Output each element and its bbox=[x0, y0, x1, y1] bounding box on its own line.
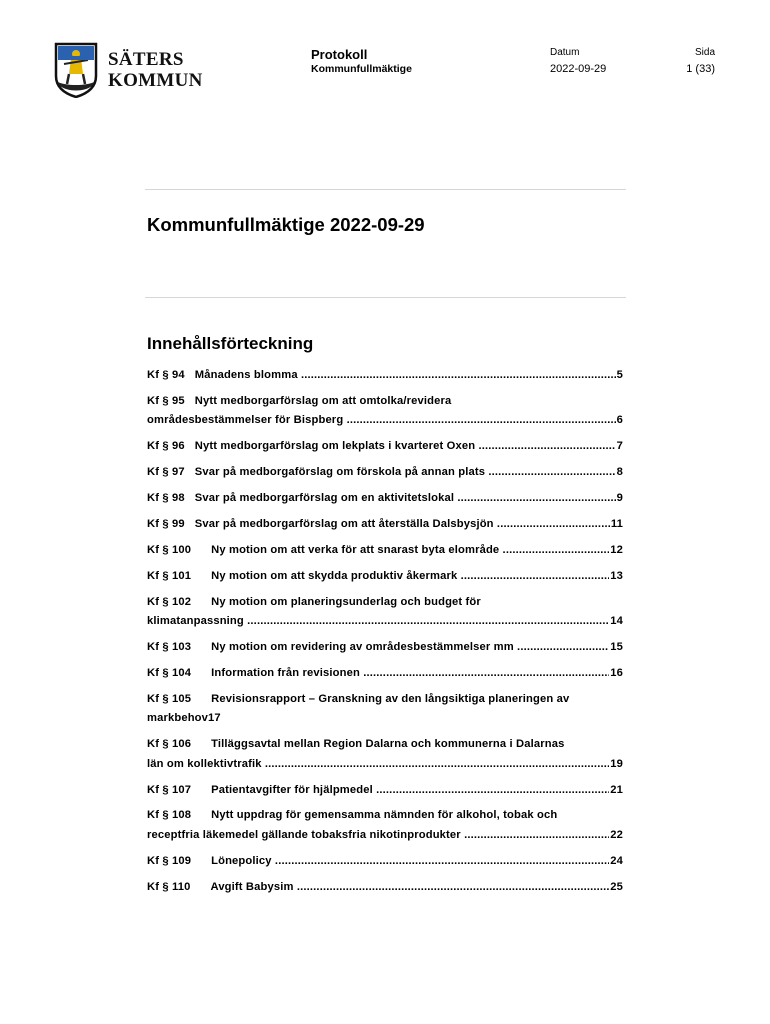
toc-entry[interactable] bbox=[147, 690, 623, 729]
toc-entry-number: Kf § 106 bbox=[147, 738, 192, 751]
toc-entry-title-cont: klimatanpassning bbox=[147, 615, 244, 628]
toc-entry-page: 25 bbox=[609, 878, 623, 898]
sida-value: 1 (33) bbox=[686, 63, 715, 75]
document-type: Protokoll bbox=[311, 47, 368, 62]
issuing-body: Kommunfullmäktige bbox=[311, 63, 412, 75]
toc-entry-title: Information från revisionen bbox=[211, 666, 360, 679]
toc-entry[interactable] bbox=[147, 541, 623, 561]
toc-entry-page: 24 bbox=[609, 852, 623, 872]
toc-entry-line2 bbox=[147, 612, 623, 632]
toc-entry-page: 7 bbox=[616, 437, 623, 457]
toc-entry-number: Kf § 96 bbox=[147, 440, 185, 453]
toc-entry-number: Kf § 100 bbox=[147, 543, 192, 556]
toc-entry-title: Ny motion om planeringsunderlag och budget för bbox=[211, 595, 481, 608]
toc-entry-page: 12 bbox=[609, 541, 623, 561]
toc-entry-number: Kf § 104 bbox=[147, 666, 192, 679]
toc-entry-title: Månadens blomma bbox=[194, 369, 298, 381]
toc-entry[interactable] bbox=[147, 593, 623, 632]
toc-entry-title: Lönepolicy bbox=[211, 854, 272, 867]
toc-entry-title: Ny motion om att verka för att snarast byta elområde bbox=[211, 543, 500, 556]
toc-entry-number: Kf § 98 bbox=[147, 492, 185, 505]
toc-entry-number: Kf § 103 bbox=[147, 641, 192, 654]
toc-entry-title: Avgift Babysim bbox=[210, 880, 294, 893]
table-of-contents bbox=[147, 366, 623, 904]
toc-entry-page: 9 bbox=[616, 489, 623, 509]
toc-entry[interactable] bbox=[147, 852, 623, 872]
toc-heading: Innehållsförteckning bbox=[147, 334, 314, 353]
toc-entry-number: Kf § 97 bbox=[147, 466, 185, 479]
toc-entry-number: Kf § 107 bbox=[147, 783, 192, 796]
toc-entry-number: Kf § 95 bbox=[147, 394, 185, 407]
toc-entry-page: 22 bbox=[609, 826, 623, 846]
sida-label: Sida bbox=[694, 47, 715, 58]
toc-entry-page: 16 bbox=[609, 664, 623, 684]
toc-entry[interactable] bbox=[147, 781, 623, 801]
toc-entry[interactable] bbox=[147, 489, 623, 509]
toc-entry-page: 17 bbox=[208, 712, 221, 725]
toc-entry-title: Patientavgifter för hjälpmedel bbox=[211, 783, 373, 796]
toc-entry-number: Kf § 108 bbox=[147, 809, 192, 822]
divider-bottom bbox=[145, 297, 626, 298]
toc-entry-number: Kf § 109 bbox=[147, 854, 192, 867]
toc-entry-title-cont: receptfria läkemedel gällande tobaksfria nikotinprodukter bbox=[147, 828, 461, 841]
toc-entry-number: Kf § 94 bbox=[147, 369, 185, 381]
logo-text-line2: KOMMUN bbox=[108, 70, 203, 91]
toc-entry-title: Nytt medborgarförslag om lekplats i kvarteret Oxen bbox=[194, 440, 476, 453]
toc-entry-title-cont: områdesbestämmelser för Bispberg bbox=[147, 414, 344, 427]
toc-entry-title: Nytt medborgarförslag om att omtolka/revidera bbox=[194, 394, 452, 407]
toc-entry-number: Kf § 101 bbox=[147, 569, 192, 582]
toc-entry-page: 15 bbox=[609, 638, 623, 658]
page-title: Kommunfullmäktige 2022-09-29 bbox=[147, 214, 425, 235]
toc-entry[interactable] bbox=[147, 437, 623, 457]
toc-entry[interactable] bbox=[147, 878, 623, 898]
toc-entry-line2 bbox=[147, 755, 623, 775]
toc-entry-line2 bbox=[147, 411, 623, 431]
toc-entry[interactable] bbox=[147, 806, 623, 845]
toc-entry-number: Kf § 105 bbox=[147, 692, 192, 705]
toc-entry-title: Svar på medborgarförslag om en aktivitetslokal bbox=[194, 492, 455, 505]
divider-top bbox=[145, 189, 626, 190]
toc-entry-page: 6 bbox=[616, 411, 623, 431]
toc-entry-title-cont: län om kollektivtrafik bbox=[147, 757, 262, 770]
toc-entry-number: Kf § 99 bbox=[147, 517, 185, 530]
toc-entry[interactable] bbox=[147, 515, 623, 535]
datum-label: Datum bbox=[550, 47, 580, 58]
toc-entry-page: 8 bbox=[616, 463, 623, 483]
toc-entry-title: Tilläggsavtal mellan Region Dalarna och kommunerna i Dalarnas bbox=[211, 738, 565, 751]
toc-entry-title: Nytt uppdrag för gemensamma nämnden för alkohol, tobak och bbox=[211, 809, 558, 822]
toc-entry-number: Kf § 110 bbox=[147, 880, 191, 893]
municipality-logo bbox=[54, 42, 203, 98]
toc-entry-page: 11 bbox=[610, 515, 623, 535]
toc-entry[interactable] bbox=[147, 392, 623, 431]
logo-text-line1: SÄTERS bbox=[108, 49, 184, 70]
toc-entry-page: 5 bbox=[616, 366, 623, 386]
toc-entry[interactable] bbox=[147, 366, 623, 386]
toc-entry[interactable] bbox=[147, 638, 623, 658]
coat-of-arms-icon bbox=[54, 42, 98, 98]
toc-entry-title: Ny motion om revidering av områdesbestämmelser mm bbox=[211, 641, 514, 654]
toc-entry[interactable] bbox=[147, 735, 623, 774]
toc-entry-page: 19 bbox=[609, 755, 623, 775]
toc-entry[interactable] bbox=[147, 463, 623, 483]
toc-entry-page: 14 bbox=[609, 612, 623, 632]
toc-entry-page: 21 bbox=[609, 781, 623, 801]
toc-entry-title: Revisionsrapport – Granskning av den långsiktiga planeringen av bbox=[211, 692, 570, 705]
toc-entry-title: Svar på medborgaförslag om förskola på annan plats bbox=[194, 466, 486, 479]
datum-value: 2022-09-29 bbox=[550, 63, 607, 75]
toc-entry-line2 bbox=[147, 709, 623, 729]
toc-entry-line2 bbox=[147, 826, 623, 846]
toc-entry[interactable] bbox=[147, 567, 623, 587]
toc-entry-title: Ny motion om att skydda produktiv åkermark bbox=[211, 569, 458, 582]
toc-entry-title-cont: markbehov bbox=[147, 712, 209, 725]
toc-entry[interactable] bbox=[147, 664, 623, 684]
toc-entry-page: 13 bbox=[609, 567, 623, 587]
toc-entry-title: Svar på medborgarförslag om att återställa Dalsbysjön bbox=[194, 517, 494, 530]
toc-entry-number: Kf § 102 bbox=[147, 595, 192, 608]
